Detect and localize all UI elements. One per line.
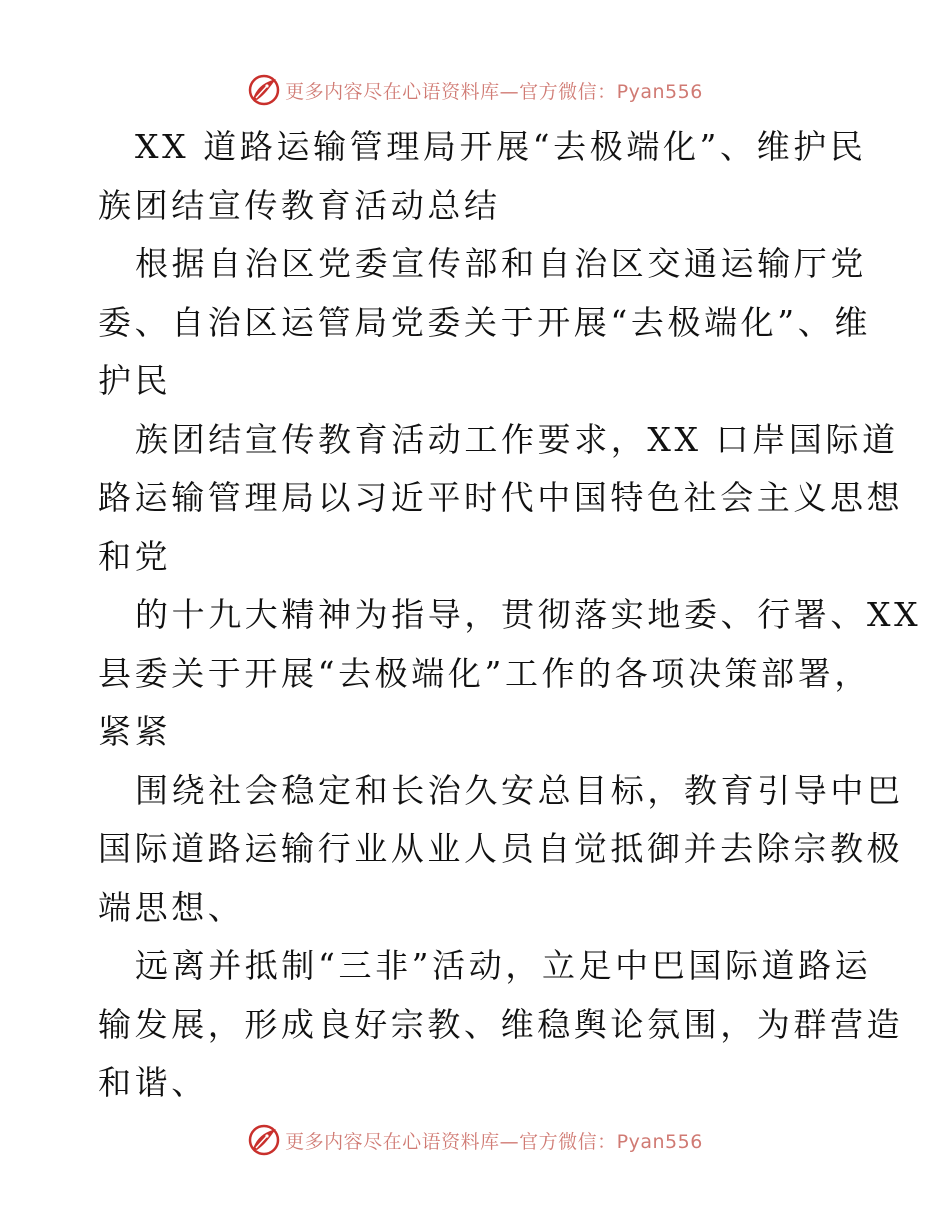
text-line: 远离并抵制“三非”活动，立足中巴国际道路运 — [135, 946, 872, 985]
text-line: 的十九大精神为指导，贯彻落实地委、行署、XX — [135, 595, 922, 634]
text-line: XX 道路运输管理局开展“去极端化”、维护民 — [135, 127, 867, 166]
text-line: 委、自治区运管局党委关于开展“去极端化”、维 — [98, 302, 871, 342]
header-banner-text: 更多内容尽在心语资料库—官方微信：Pyan556 — [285, 80, 703, 103]
text-line: 端思想、 — [98, 887, 245, 927]
text-line: 路运输管理局以习近平时代中国特色社会主义思想 — [98, 478, 904, 517]
text-line: 族团结宣传教育活动工作要求，XX 口岸国际道 — [135, 419, 899, 459]
text-line: 和党 — [98, 536, 172, 576]
footer-banner-text: 更多内容尽在心语资料库—官方微信：Pyan556 — [285, 1130, 703, 1153]
text-line: 围绕社会稳定和长治久安总目标，教育引导中巴 — [135, 770, 904, 810]
text-line: 紧紧 — [98, 712, 172, 751]
pen-nib-logo-icon — [247, 73, 281, 107]
text-line: 县委关于开展“去极端化”工作的各项决策部署， — [98, 653, 871, 693]
footer-banner — [0, 1120, 950, 1160]
text-line: 和谐、 — [98, 1063, 208, 1102]
text-line: 族团结宣传教育活动总结 — [98, 185, 501, 225]
text-line: 护民 — [98, 361, 172, 400]
document-body — [98, 118, 922, 1113]
pen-nib-logo-icon — [247, 1123, 281, 1157]
document-text — [98, 118, 922, 1113]
header-banner — [0, 70, 950, 110]
text-line: 国际道路运输行业从业人员自觉抵御并去除宗教极 — [98, 829, 904, 868]
text-line: 输发展，形成良好宗教、维稳舆论氛围，为群营造 — [98, 1004, 904, 1044]
text-line: 根据自治区党委宣传部和自治区交通运输厅党 — [135, 244, 867, 283]
